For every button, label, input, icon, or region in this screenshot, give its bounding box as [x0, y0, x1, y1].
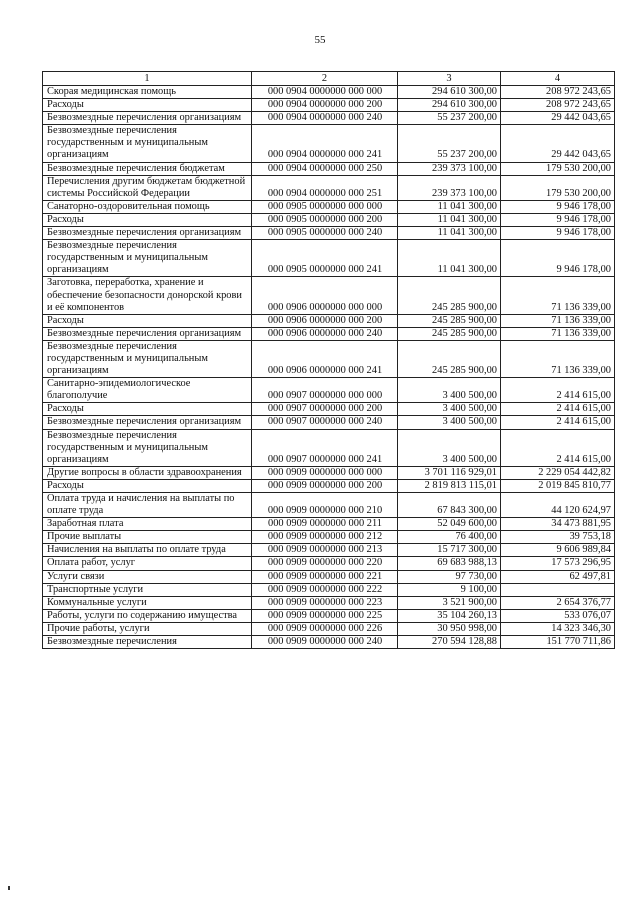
row-actual-value-cell: 9 946 178,00 — [501, 240, 615, 277]
row-plan-value-cell: 76 400,00 — [398, 531, 501, 544]
row-code-cell: 000 0906 0000000 000 241 — [252, 340, 398, 377]
row-actual-value-cell: 2 414 615,00 — [501, 403, 615, 416]
table-row — [43, 416, 615, 429]
row-name-cell: Безвозмездные перечисления бюджетам — [43, 162, 252, 175]
row-plan-value-cell: 11 041 300,00 — [398, 200, 501, 213]
table-row — [43, 213, 615, 226]
row-plan-value-cell: 2 819 813 115,01 — [398, 479, 501, 492]
row-name-cell: Работы, услуги по содержанию имущества — [43, 609, 252, 622]
row-name-cell: Безвозмездные перечисления государственным и муниципальным организациям — [43, 429, 252, 466]
table-row — [43, 622, 615, 635]
row-actual-value-cell: 208 972 243,65 — [501, 86, 615, 99]
row-name-cell: Безвозмездные перечисления организациям — [43, 327, 252, 340]
row-plan-value-cell: 55 237 200,00 — [398, 112, 501, 125]
row-code-cell: 000 0909 0000000 000 200 — [252, 479, 398, 492]
row-actual-value-cell: 39 753,18 — [501, 531, 615, 544]
column-header-1: 1 — [43, 72, 252, 86]
budget-table — [42, 71, 615, 649]
row-name-cell: Безвозмездные перечисления организациям — [43, 416, 252, 429]
row-plan-value-cell: 3 400 500,00 — [398, 416, 501, 429]
table-row — [43, 518, 615, 531]
row-code-cell: 000 0906 0000000 000 200 — [252, 314, 398, 327]
row-plan-value-cell: 11 041 300,00 — [398, 227, 501, 240]
table-row — [43, 636, 615, 649]
row-actual-value-cell: 17 573 296,95 — [501, 557, 615, 570]
row-name-cell: Заготовка, переработка, хранение и обеспечение безопасности донорской крови и её компонентов — [43, 277, 252, 314]
row-actual-value-cell: 2 229 054 442,82 — [501, 466, 615, 479]
row-actual-value-cell: 9 946 178,00 — [501, 213, 615, 226]
row-plan-value-cell: 3 400 500,00 — [398, 429, 501, 466]
row-actual-value-cell — [501, 583, 615, 596]
row-name-cell: Прочие выплаты — [43, 531, 252, 544]
row-actual-value-cell: 9 946 178,00 — [501, 227, 615, 240]
row-code-cell: 000 0907 0000000 000 241 — [252, 429, 398, 466]
row-plan-value-cell: 52 049 600,00 — [398, 518, 501, 531]
row-code-cell: 000 0907 0000000 000 000 — [252, 378, 398, 403]
row-actual-value-cell: 29 442 043,65 — [501, 112, 615, 125]
row-plan-value-cell: 35 104 260,13 — [398, 609, 501, 622]
row-actual-value-cell: 2 414 615,00 — [501, 378, 615, 403]
row-actual-value-cell: 2 019 845 810,77 — [501, 479, 615, 492]
row-name-cell: Начисления на выплаты по оплате труда — [43, 544, 252, 557]
row-plan-value-cell: 15 717 300,00 — [398, 544, 501, 557]
table-row — [43, 429, 615, 466]
row-actual-value-cell: 9 606 989,84 — [501, 544, 615, 557]
row-code-cell: 000 0905 0000000 000 240 — [252, 227, 398, 240]
row-actual-value-cell: 179 530 200,00 — [501, 162, 615, 175]
column-header-3: 3 — [398, 72, 501, 86]
row-code-cell: 000 0904 0000000 000 251 — [252, 175, 398, 200]
row-code-cell: 000 0905 0000000 000 200 — [252, 213, 398, 226]
row-plan-value-cell: 97 730,00 — [398, 570, 501, 583]
table-row — [43, 479, 615, 492]
row-actual-value-cell: 179 530 200,00 — [501, 175, 615, 200]
row-code-cell: 000 0904 0000000 000 000 — [252, 86, 398, 99]
row-name-cell: Безвозмездные перечисления государственным и муниципальным организациям — [43, 125, 252, 162]
row-actual-value-cell: 533 076,07 — [501, 609, 615, 622]
row-plan-value-cell: 239 373 100,00 — [398, 162, 501, 175]
row-actual-value-cell: 44 120 624,97 — [501, 493, 615, 518]
table-row — [43, 557, 615, 570]
row-name-cell: Безвозмездные перечисления организациям — [43, 112, 252, 125]
row-plan-value-cell: 67 843 300,00 — [398, 493, 501, 518]
row-actual-value-cell: 2 654 376,77 — [501, 596, 615, 609]
row-code-cell: 000 0907 0000000 000 240 — [252, 416, 398, 429]
row-code-cell: 000 0909 0000000 000 213 — [252, 544, 398, 557]
row-name-cell: Санаторно-оздоровительная помощь — [43, 200, 252, 213]
row-code-cell: 000 0904 0000000 000 241 — [252, 125, 398, 162]
row-name-cell: Перечисления другим бюджетам бюджетной системы Российской Федерации — [43, 175, 252, 200]
row-actual-value-cell: 208 972 243,65 — [501, 99, 615, 112]
row-code-cell: 000 0909 0000000 000 212 — [252, 531, 398, 544]
table-row — [43, 99, 615, 112]
row-plan-value-cell: 3 701 116 929,01 — [398, 466, 501, 479]
row-name-cell: Расходы — [43, 213, 252, 226]
row-name-cell: Оплата работ, услуг — [43, 557, 252, 570]
column-header-2: 2 — [252, 72, 398, 86]
row-code-cell: 000 0906 0000000 000 240 — [252, 327, 398, 340]
row-name-cell: Заработная плата — [43, 518, 252, 531]
row-code-cell: 000 0909 0000000 000 226 — [252, 622, 398, 635]
row-actual-value-cell: 71 136 339,00 — [501, 327, 615, 340]
column-header-4: 4 — [501, 72, 615, 86]
table-row — [43, 200, 615, 213]
row-plan-value-cell: 30 950 998,00 — [398, 622, 501, 635]
row-code-cell: 000 0909 0000000 000 222 — [252, 583, 398, 596]
table-row — [43, 570, 615, 583]
row-plan-value-cell: 294 610 300,00 — [398, 99, 501, 112]
row-plan-value-cell: 245 285 900,00 — [398, 327, 501, 340]
row-name-cell: Оплата труда и начисления на выплаты по оплате труда — [43, 493, 252, 518]
row-plan-value-cell: 69 683 988,13 — [398, 557, 501, 570]
row-code-cell: 000 0909 0000000 000 223 — [252, 596, 398, 609]
row-actual-value-cell: 62 497,81 — [501, 570, 615, 583]
row-code-cell: 000 0905 0000000 000 241 — [252, 240, 398, 277]
row-name-cell: Санитарно-эпидемиологическое благополучие — [43, 378, 252, 403]
row-actual-value-cell: 151 770 711,86 — [501, 636, 615, 649]
table-row — [43, 327, 615, 340]
row-plan-value-cell: 55 237 200,00 — [398, 125, 501, 162]
row-name-cell: Другие вопросы в области здравоохранения — [43, 466, 252, 479]
row-plan-value-cell: 294 610 300,00 — [398, 86, 501, 99]
row-name-cell: Безвозмездные перечисления организациям — [43, 227, 252, 240]
row-code-cell: 000 0909 0000000 000 220 — [252, 557, 398, 570]
table-row — [43, 240, 615, 277]
table-row — [43, 340, 615, 377]
row-plan-value-cell: 245 285 900,00 — [398, 340, 501, 377]
row-name-cell: Расходы — [43, 99, 252, 112]
table-row — [43, 583, 615, 596]
header-row — [43, 72, 615, 86]
row-code-cell: 000 0906 0000000 000 000 — [252, 277, 398, 314]
row-code-cell: 000 0904 0000000 000 240 — [252, 112, 398, 125]
table-row — [43, 596, 615, 609]
table-row — [43, 493, 615, 518]
row-actual-value-cell: 34 473 881,95 — [501, 518, 615, 531]
table-row — [43, 403, 615, 416]
row-actual-value-cell: 9 946 178,00 — [501, 200, 615, 213]
row-name-cell: Расходы — [43, 403, 252, 416]
row-actual-value-cell: 71 136 339,00 — [501, 340, 615, 377]
table-row — [43, 227, 615, 240]
row-name-cell: Безвозмездные перечисления государственным и муниципальным организациям — [43, 240, 252, 277]
row-code-cell: 000 0909 0000000 000 000 — [252, 466, 398, 479]
row-code-cell: 000 0909 0000000 000 211 — [252, 518, 398, 531]
table-body — [43, 86, 615, 649]
table-row — [43, 86, 615, 99]
row-name-cell: Прочие работы, услуги — [43, 622, 252, 635]
table-row — [43, 112, 615, 125]
table-row — [43, 162, 615, 175]
row-actual-value-cell: 71 136 339,00 — [501, 277, 615, 314]
row-plan-value-cell: 11 041 300,00 — [398, 213, 501, 226]
row-actual-value-cell: 2 414 615,00 — [501, 416, 615, 429]
row-code-cell: 000 0907 0000000 000 200 — [252, 403, 398, 416]
table-row — [43, 378, 615, 403]
row-plan-value-cell: 245 285 900,00 — [398, 277, 501, 314]
table-row — [43, 531, 615, 544]
row-plan-value-cell: 3 521 900,00 — [398, 596, 501, 609]
row-actual-value-cell: 14 323 346,30 — [501, 622, 615, 635]
row-code-cell: 000 0909 0000000 000 225 — [252, 609, 398, 622]
row-actual-value-cell: 29 442 043,65 — [501, 125, 615, 162]
row-name-cell: Безвозмездные перечисления — [43, 636, 252, 649]
row-code-cell: 000 0909 0000000 000 221 — [252, 570, 398, 583]
row-plan-value-cell: 3 400 500,00 — [398, 403, 501, 416]
row-plan-value-cell: 11 041 300,00 — [398, 240, 501, 277]
row-plan-value-cell: 239 373 100,00 — [398, 175, 501, 200]
row-name-cell: Услуги связи — [43, 570, 252, 583]
row-plan-value-cell: 9 100,00 — [398, 583, 501, 596]
scan-mark — [8, 886, 10, 890]
row-actual-value-cell: 71 136 339,00 — [501, 314, 615, 327]
row-code-cell: 000 0904 0000000 000 200 — [252, 99, 398, 112]
row-plan-value-cell: 245 285 900,00 — [398, 314, 501, 327]
row-name-cell: Расходы — [43, 314, 252, 327]
row-name-cell: Коммунальные услуги — [43, 596, 252, 609]
table-row — [43, 544, 615, 557]
row-code-cell: 000 0909 0000000 000 210 — [252, 493, 398, 518]
row-code-cell: 000 0904 0000000 000 250 — [252, 162, 398, 175]
row-plan-value-cell: 3 400 500,00 — [398, 378, 501, 403]
table-row — [43, 466, 615, 479]
row-name-cell: Безвозмездные перечисления государственным и муниципальным организациям — [43, 340, 252, 377]
table-row — [43, 609, 615, 622]
row-code-cell: 000 0909 0000000 000 240 — [252, 636, 398, 649]
page-number: 55 — [314, 34, 326, 46]
row-actual-value-cell: 2 414 615,00 — [501, 429, 615, 466]
row-name-cell: Расходы — [43, 479, 252, 492]
table-row — [43, 175, 615, 200]
table-row — [43, 314, 615, 327]
table-row — [43, 125, 615, 162]
table-row — [43, 277, 615, 314]
row-name-cell: Скорая медицинская помощь — [43, 86, 252, 99]
row-code-cell: 000 0905 0000000 000 000 — [252, 200, 398, 213]
row-plan-value-cell: 270 594 128,88 — [398, 636, 501, 649]
row-name-cell: Транспортные услуги — [43, 583, 252, 596]
